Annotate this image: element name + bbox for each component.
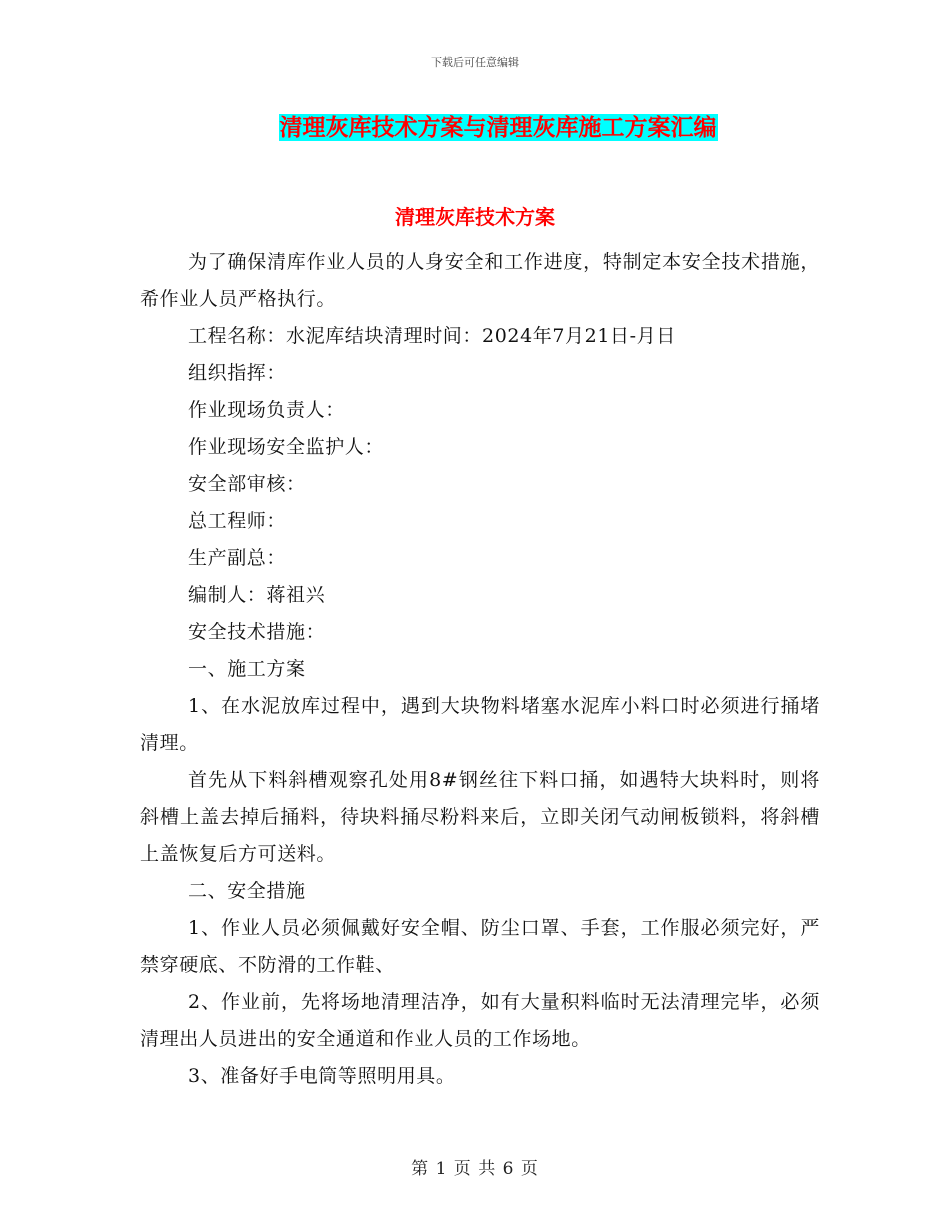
main-title-text: 清理灰库技术方案与清理灰库施工方案汇编 bbox=[279, 114, 717, 141]
paragraph-chief-engineer: 总工程师： bbox=[188, 510, 287, 532]
document-body bbox=[140, 244, 820, 1095]
heading-construction-plan: 一、施工方案 bbox=[188, 658, 306, 680]
paragraph-plan-detail: 首先从下料斜槽观察孔处用8#钢丝往下料口捅，如遇特大块料时，则将斜槽上盖去掉后捅料，待块料捅尽粉料来后，立即关闭气动闸板锁料，将斜槽上盖恢复后方可送料。 bbox=[140, 769, 820, 865]
paragraph-safety-item-2: 2、作业前，先将场地清理洁净，如有大量积料临时无法清理完毕，必须清理出人员进出的安全通道和作业人员的工作场地。 bbox=[140, 991, 820, 1050]
header-note: 下载后可任意编辑 bbox=[431, 56, 519, 69]
paragraph-safety-item-1: 1、作业人员必须佩戴好安全帽、防尘口罩、手套，工作服必须完好，严禁穿硬底、不防滑的工作鞋、 bbox=[140, 917, 820, 976]
paragraph-safety-review: 安全部审核： bbox=[188, 473, 306, 495]
document-main-title bbox=[0, 112, 950, 144]
paragraph-author: 编制人：蒋祖兴 bbox=[188, 584, 326, 606]
section-title: 清理灰库技术方案 bbox=[395, 205, 555, 229]
paragraph-plan-item-1: 1、在水泥放库过程中，遇到大块物料堵塞水泥库小料口时必须进行捅堵清理。 bbox=[140, 695, 820, 754]
paragraph-production-vp: 生产副总： bbox=[188, 547, 287, 569]
paragraph-commander: 组织指挥： bbox=[188, 362, 287, 384]
paragraph-site-manager: 作业现场负责人： bbox=[188, 399, 345, 421]
paragraph-safety-supervisor: 作业现场安全监护人： bbox=[188, 436, 385, 458]
paragraph-intro: 为了确保清库作业人员的人身安全和工作进度，特制定本安全技术措施，希作业人员严格执行。 bbox=[140, 251, 820, 310]
paragraph-project-name: 工程名称：水泥库结块清理时间：2024年7月21日-月日 bbox=[188, 325, 676, 347]
paragraph-safety-measures-label: 安全技术措施： bbox=[188, 621, 326, 643]
heading-safety-measures: 二、安全措施 bbox=[188, 880, 306, 902]
paragraph-safety-item-3: 3、准备好手电筒等照明用具。 bbox=[188, 1065, 456, 1087]
page-number-footer: 第 1 页 共 6 页 bbox=[411, 1159, 539, 1179]
